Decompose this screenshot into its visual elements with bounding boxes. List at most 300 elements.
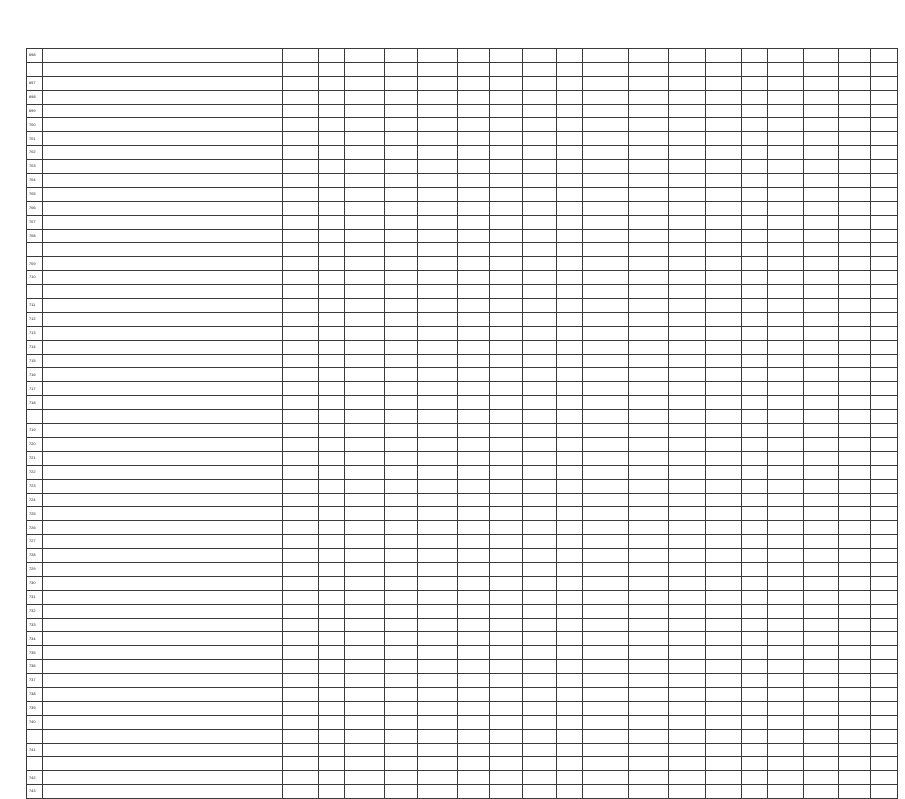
value-cell xyxy=(418,451,458,465)
value-cell xyxy=(418,243,458,257)
row-address xyxy=(43,785,283,799)
value-cell xyxy=(490,424,523,438)
value-cell xyxy=(345,701,385,715)
value-cell xyxy=(458,535,490,549)
value-cell xyxy=(804,521,839,535)
value-cell xyxy=(283,687,319,701)
value-cell xyxy=(283,646,319,660)
value-cell xyxy=(319,285,345,299)
value-cell xyxy=(283,396,319,410)
value-cell xyxy=(458,660,490,674)
value-cell xyxy=(490,368,523,382)
value-cell xyxy=(804,437,839,451)
value-cell xyxy=(345,729,385,743)
value-cell xyxy=(385,590,418,604)
value-cell xyxy=(669,437,706,451)
value-cell xyxy=(490,354,523,368)
value-cell xyxy=(458,562,490,576)
value-cell xyxy=(557,62,583,76)
value-cell xyxy=(345,632,385,646)
value-cell xyxy=(871,285,898,299)
value-cell xyxy=(283,701,319,715)
value-cell xyxy=(319,743,345,757)
value-cell xyxy=(742,576,768,590)
value-cell xyxy=(583,632,629,646)
value-cell xyxy=(871,493,898,507)
value-cell xyxy=(418,743,458,757)
value-cell xyxy=(385,465,418,479)
value-cell xyxy=(706,187,742,201)
value-cell xyxy=(458,646,490,660)
value-cell xyxy=(345,590,385,604)
table-row xyxy=(27,299,898,313)
value-cell xyxy=(283,118,319,132)
value-cell xyxy=(742,424,768,438)
value-cell xyxy=(839,76,871,90)
value-cell xyxy=(418,646,458,660)
table-row xyxy=(27,160,898,174)
value-cell xyxy=(768,160,804,174)
value-cell xyxy=(706,257,742,271)
row-number: 698 xyxy=(27,90,43,104)
value-cell xyxy=(839,201,871,215)
value-cell xyxy=(768,590,804,604)
value-cell xyxy=(583,396,629,410)
value-cell xyxy=(458,271,490,285)
value-cell xyxy=(319,424,345,438)
value-cell xyxy=(804,424,839,438)
row-number: 714 xyxy=(27,340,43,354)
value-cell xyxy=(319,160,345,174)
value-cell xyxy=(839,757,871,771)
value-cell xyxy=(629,465,669,479)
value-cell xyxy=(283,174,319,188)
value-cell xyxy=(418,410,458,424)
value-cell xyxy=(583,701,629,715)
value-cell xyxy=(629,660,669,674)
value-cell xyxy=(742,215,768,229)
value-cell xyxy=(557,674,583,688)
value-cell xyxy=(458,160,490,174)
value-cell xyxy=(557,785,583,799)
value-cell xyxy=(283,132,319,146)
value-cell xyxy=(629,229,669,243)
value-cell xyxy=(345,312,385,326)
value-cell xyxy=(629,285,669,299)
value-cell xyxy=(669,410,706,424)
row-address xyxy=(43,507,283,521)
value-cell xyxy=(583,215,629,229)
value-cell xyxy=(804,785,839,799)
value-cell xyxy=(583,493,629,507)
value-cell xyxy=(283,632,319,646)
value-cell xyxy=(742,285,768,299)
value-cell xyxy=(385,326,418,340)
value-cell xyxy=(283,729,319,743)
value-cell xyxy=(629,618,669,632)
row-number: 741 xyxy=(27,743,43,757)
value-cell xyxy=(629,451,669,465)
value-cell xyxy=(458,299,490,313)
row-address xyxy=(43,687,283,701)
value-cell xyxy=(418,285,458,299)
value-cell xyxy=(804,382,839,396)
table-row xyxy=(27,632,898,646)
value-cell xyxy=(490,326,523,340)
value-cell xyxy=(742,62,768,76)
value-cell xyxy=(583,62,629,76)
value-cell xyxy=(742,590,768,604)
value-cell xyxy=(583,299,629,313)
value-cell xyxy=(319,326,345,340)
value-cell xyxy=(629,701,669,715)
value-cell xyxy=(839,160,871,174)
register-table xyxy=(26,48,898,799)
value-cell xyxy=(804,340,839,354)
value-cell xyxy=(669,312,706,326)
row-number: 739 xyxy=(27,701,43,715)
value-cell xyxy=(839,562,871,576)
row-address xyxy=(43,201,283,215)
value-cell xyxy=(871,271,898,285)
value-cell xyxy=(523,299,557,313)
value-cell xyxy=(557,187,583,201)
value-cell xyxy=(839,549,871,563)
value-cell xyxy=(523,521,557,535)
value-cell xyxy=(629,576,669,590)
value-cell xyxy=(629,687,669,701)
value-cell xyxy=(839,507,871,521)
value-cell xyxy=(768,424,804,438)
value-cell xyxy=(583,535,629,549)
value-cell xyxy=(418,382,458,396)
value-cell xyxy=(418,729,458,743)
value-cell xyxy=(839,368,871,382)
value-cell xyxy=(839,410,871,424)
value-cell xyxy=(871,701,898,715)
value-cell xyxy=(804,174,839,188)
table-row xyxy=(27,451,898,465)
value-cell xyxy=(706,437,742,451)
value-cell xyxy=(458,90,490,104)
value-cell xyxy=(319,118,345,132)
row-number: 734 xyxy=(27,632,43,646)
value-cell xyxy=(385,76,418,90)
value-cell xyxy=(458,201,490,215)
row-number: 701 xyxy=(27,132,43,146)
table-row xyxy=(27,535,898,549)
table-row xyxy=(27,132,898,146)
value-cell xyxy=(583,576,629,590)
value-cell xyxy=(418,479,458,493)
value-cell xyxy=(490,271,523,285)
value-cell xyxy=(839,104,871,118)
value-cell xyxy=(523,424,557,438)
value-cell xyxy=(557,507,583,521)
value-cell xyxy=(871,576,898,590)
value-cell xyxy=(523,326,557,340)
value-cell xyxy=(345,104,385,118)
value-cell xyxy=(458,632,490,646)
value-cell xyxy=(839,118,871,132)
value-cell xyxy=(871,715,898,729)
value-cell xyxy=(490,743,523,757)
value-cell xyxy=(283,660,319,674)
value-cell xyxy=(804,451,839,465)
value-cell xyxy=(706,479,742,493)
value-cell xyxy=(490,257,523,271)
value-cell xyxy=(385,174,418,188)
value-cell xyxy=(768,743,804,757)
value-cell xyxy=(283,604,319,618)
value-cell xyxy=(742,437,768,451)
value-cell xyxy=(418,437,458,451)
value-cell xyxy=(319,174,345,188)
row-address xyxy=(43,118,283,132)
value-cell xyxy=(458,618,490,632)
value-cell xyxy=(418,507,458,521)
value-cell xyxy=(557,285,583,299)
value-cell xyxy=(345,299,385,313)
table-row xyxy=(27,368,898,382)
value-cell xyxy=(557,451,583,465)
value-cell xyxy=(319,646,345,660)
value-cell xyxy=(629,118,669,132)
value-cell xyxy=(742,243,768,257)
value-cell xyxy=(669,285,706,299)
value-cell xyxy=(839,743,871,757)
value-cell xyxy=(839,285,871,299)
value-cell xyxy=(669,132,706,146)
row-number: 703 xyxy=(27,160,43,174)
value-cell xyxy=(385,771,418,785)
value-cell xyxy=(871,729,898,743)
value-cell xyxy=(385,215,418,229)
table-row xyxy=(27,576,898,590)
value-cell xyxy=(804,229,839,243)
value-cell xyxy=(706,160,742,174)
value-cell xyxy=(345,771,385,785)
value-cell xyxy=(629,187,669,201)
value-cell xyxy=(523,354,557,368)
value-cell xyxy=(557,590,583,604)
value-cell xyxy=(345,174,385,188)
row-address xyxy=(43,576,283,590)
value-cell xyxy=(583,76,629,90)
value-cell xyxy=(804,493,839,507)
value-cell xyxy=(523,576,557,590)
row-address xyxy=(43,174,283,188)
row-number: 742 xyxy=(27,771,43,785)
value-cell xyxy=(319,618,345,632)
value-cell xyxy=(385,368,418,382)
row-address xyxy=(43,535,283,549)
value-cell xyxy=(345,132,385,146)
value-cell xyxy=(742,507,768,521)
value-cell xyxy=(458,549,490,563)
value-cell xyxy=(669,785,706,799)
value-cell xyxy=(345,187,385,201)
value-cell xyxy=(669,771,706,785)
value-cell xyxy=(742,410,768,424)
value-cell xyxy=(669,160,706,174)
table-row xyxy=(27,646,898,660)
value-cell xyxy=(583,687,629,701)
value-cell xyxy=(583,354,629,368)
value-cell xyxy=(706,729,742,743)
value-cell xyxy=(742,49,768,63)
value-cell xyxy=(418,340,458,354)
value-cell xyxy=(742,229,768,243)
value-cell xyxy=(283,340,319,354)
value-cell xyxy=(557,201,583,215)
value-cell xyxy=(283,90,319,104)
value-cell xyxy=(742,299,768,313)
value-cell xyxy=(418,90,458,104)
value-cell xyxy=(839,590,871,604)
value-cell xyxy=(557,354,583,368)
value-cell xyxy=(490,687,523,701)
value-cell xyxy=(418,104,458,118)
value-cell xyxy=(557,396,583,410)
value-cell xyxy=(629,562,669,576)
value-cell xyxy=(839,271,871,285)
value-cell xyxy=(490,49,523,63)
value-cell xyxy=(458,743,490,757)
value-cell xyxy=(523,90,557,104)
value-cell xyxy=(385,104,418,118)
value-cell xyxy=(839,451,871,465)
value-cell xyxy=(706,424,742,438)
value-cell xyxy=(418,632,458,646)
value-cell xyxy=(839,62,871,76)
value-cell xyxy=(768,90,804,104)
value-cell xyxy=(490,729,523,743)
row-number: 709 xyxy=(27,257,43,271)
value-cell xyxy=(523,132,557,146)
value-cell xyxy=(458,118,490,132)
value-cell xyxy=(319,354,345,368)
subtotal-row xyxy=(27,410,898,424)
value-cell xyxy=(319,493,345,507)
row-number: 723 xyxy=(27,479,43,493)
value-cell xyxy=(583,549,629,563)
value-cell xyxy=(385,396,418,410)
table-row xyxy=(27,90,898,104)
value-cell xyxy=(742,174,768,188)
value-cell xyxy=(669,729,706,743)
value-cell xyxy=(669,104,706,118)
value-cell xyxy=(706,674,742,688)
value-cell xyxy=(490,785,523,799)
value-cell xyxy=(804,354,839,368)
value-cell xyxy=(669,340,706,354)
value-cell xyxy=(385,618,418,632)
value-cell xyxy=(458,757,490,771)
value-cell xyxy=(345,687,385,701)
value-cell xyxy=(629,271,669,285)
value-cell xyxy=(871,215,898,229)
value-cell xyxy=(345,271,385,285)
value-cell xyxy=(345,618,385,632)
row-number: 732 xyxy=(27,604,43,618)
value-cell xyxy=(557,271,583,285)
value-cell xyxy=(523,104,557,118)
value-cell xyxy=(345,437,385,451)
value-cell xyxy=(768,215,804,229)
row-number: 704 xyxy=(27,174,43,188)
table-row xyxy=(27,521,898,535)
value-cell xyxy=(385,576,418,590)
value-cell xyxy=(418,618,458,632)
value-cell xyxy=(583,132,629,146)
value-cell xyxy=(345,62,385,76)
row-number: 725 xyxy=(27,507,43,521)
value-cell xyxy=(742,479,768,493)
value-cell xyxy=(742,785,768,799)
value-cell xyxy=(490,160,523,174)
value-cell xyxy=(557,771,583,785)
value-cell xyxy=(319,757,345,771)
value-cell xyxy=(871,76,898,90)
value-cell xyxy=(319,396,345,410)
row-address xyxy=(43,354,283,368)
value-cell xyxy=(742,118,768,132)
row-number: 698 xyxy=(27,49,43,63)
value-cell xyxy=(418,396,458,410)
value-cell xyxy=(458,507,490,521)
value-cell xyxy=(345,646,385,660)
table-row xyxy=(27,549,898,563)
value-cell xyxy=(319,410,345,424)
value-cell xyxy=(345,201,385,215)
value-cell xyxy=(583,49,629,63)
value-cell xyxy=(557,340,583,354)
value-cell xyxy=(490,549,523,563)
value-cell xyxy=(583,104,629,118)
value-cell xyxy=(669,424,706,438)
row-number: 713 xyxy=(27,326,43,340)
value-cell xyxy=(319,368,345,382)
value-cell xyxy=(283,312,319,326)
value-cell xyxy=(583,715,629,729)
value-cell xyxy=(490,757,523,771)
value-cell xyxy=(742,771,768,785)
value-cell xyxy=(706,562,742,576)
value-cell xyxy=(669,243,706,257)
value-cell xyxy=(669,229,706,243)
value-cell xyxy=(839,604,871,618)
value-cell xyxy=(768,354,804,368)
value-cell xyxy=(669,465,706,479)
value-cell xyxy=(839,632,871,646)
value-cell xyxy=(669,604,706,618)
value-cell xyxy=(871,340,898,354)
value-cell xyxy=(768,118,804,132)
value-cell xyxy=(583,674,629,688)
value-cell xyxy=(871,174,898,188)
value-cell xyxy=(839,174,871,188)
value-cell xyxy=(804,299,839,313)
value-cell xyxy=(385,90,418,104)
row-number: 722 xyxy=(27,465,43,479)
value-cell xyxy=(418,368,458,382)
value-cell xyxy=(319,104,345,118)
value-cell xyxy=(804,215,839,229)
value-cell xyxy=(629,340,669,354)
value-cell xyxy=(385,243,418,257)
value-cell xyxy=(458,215,490,229)
